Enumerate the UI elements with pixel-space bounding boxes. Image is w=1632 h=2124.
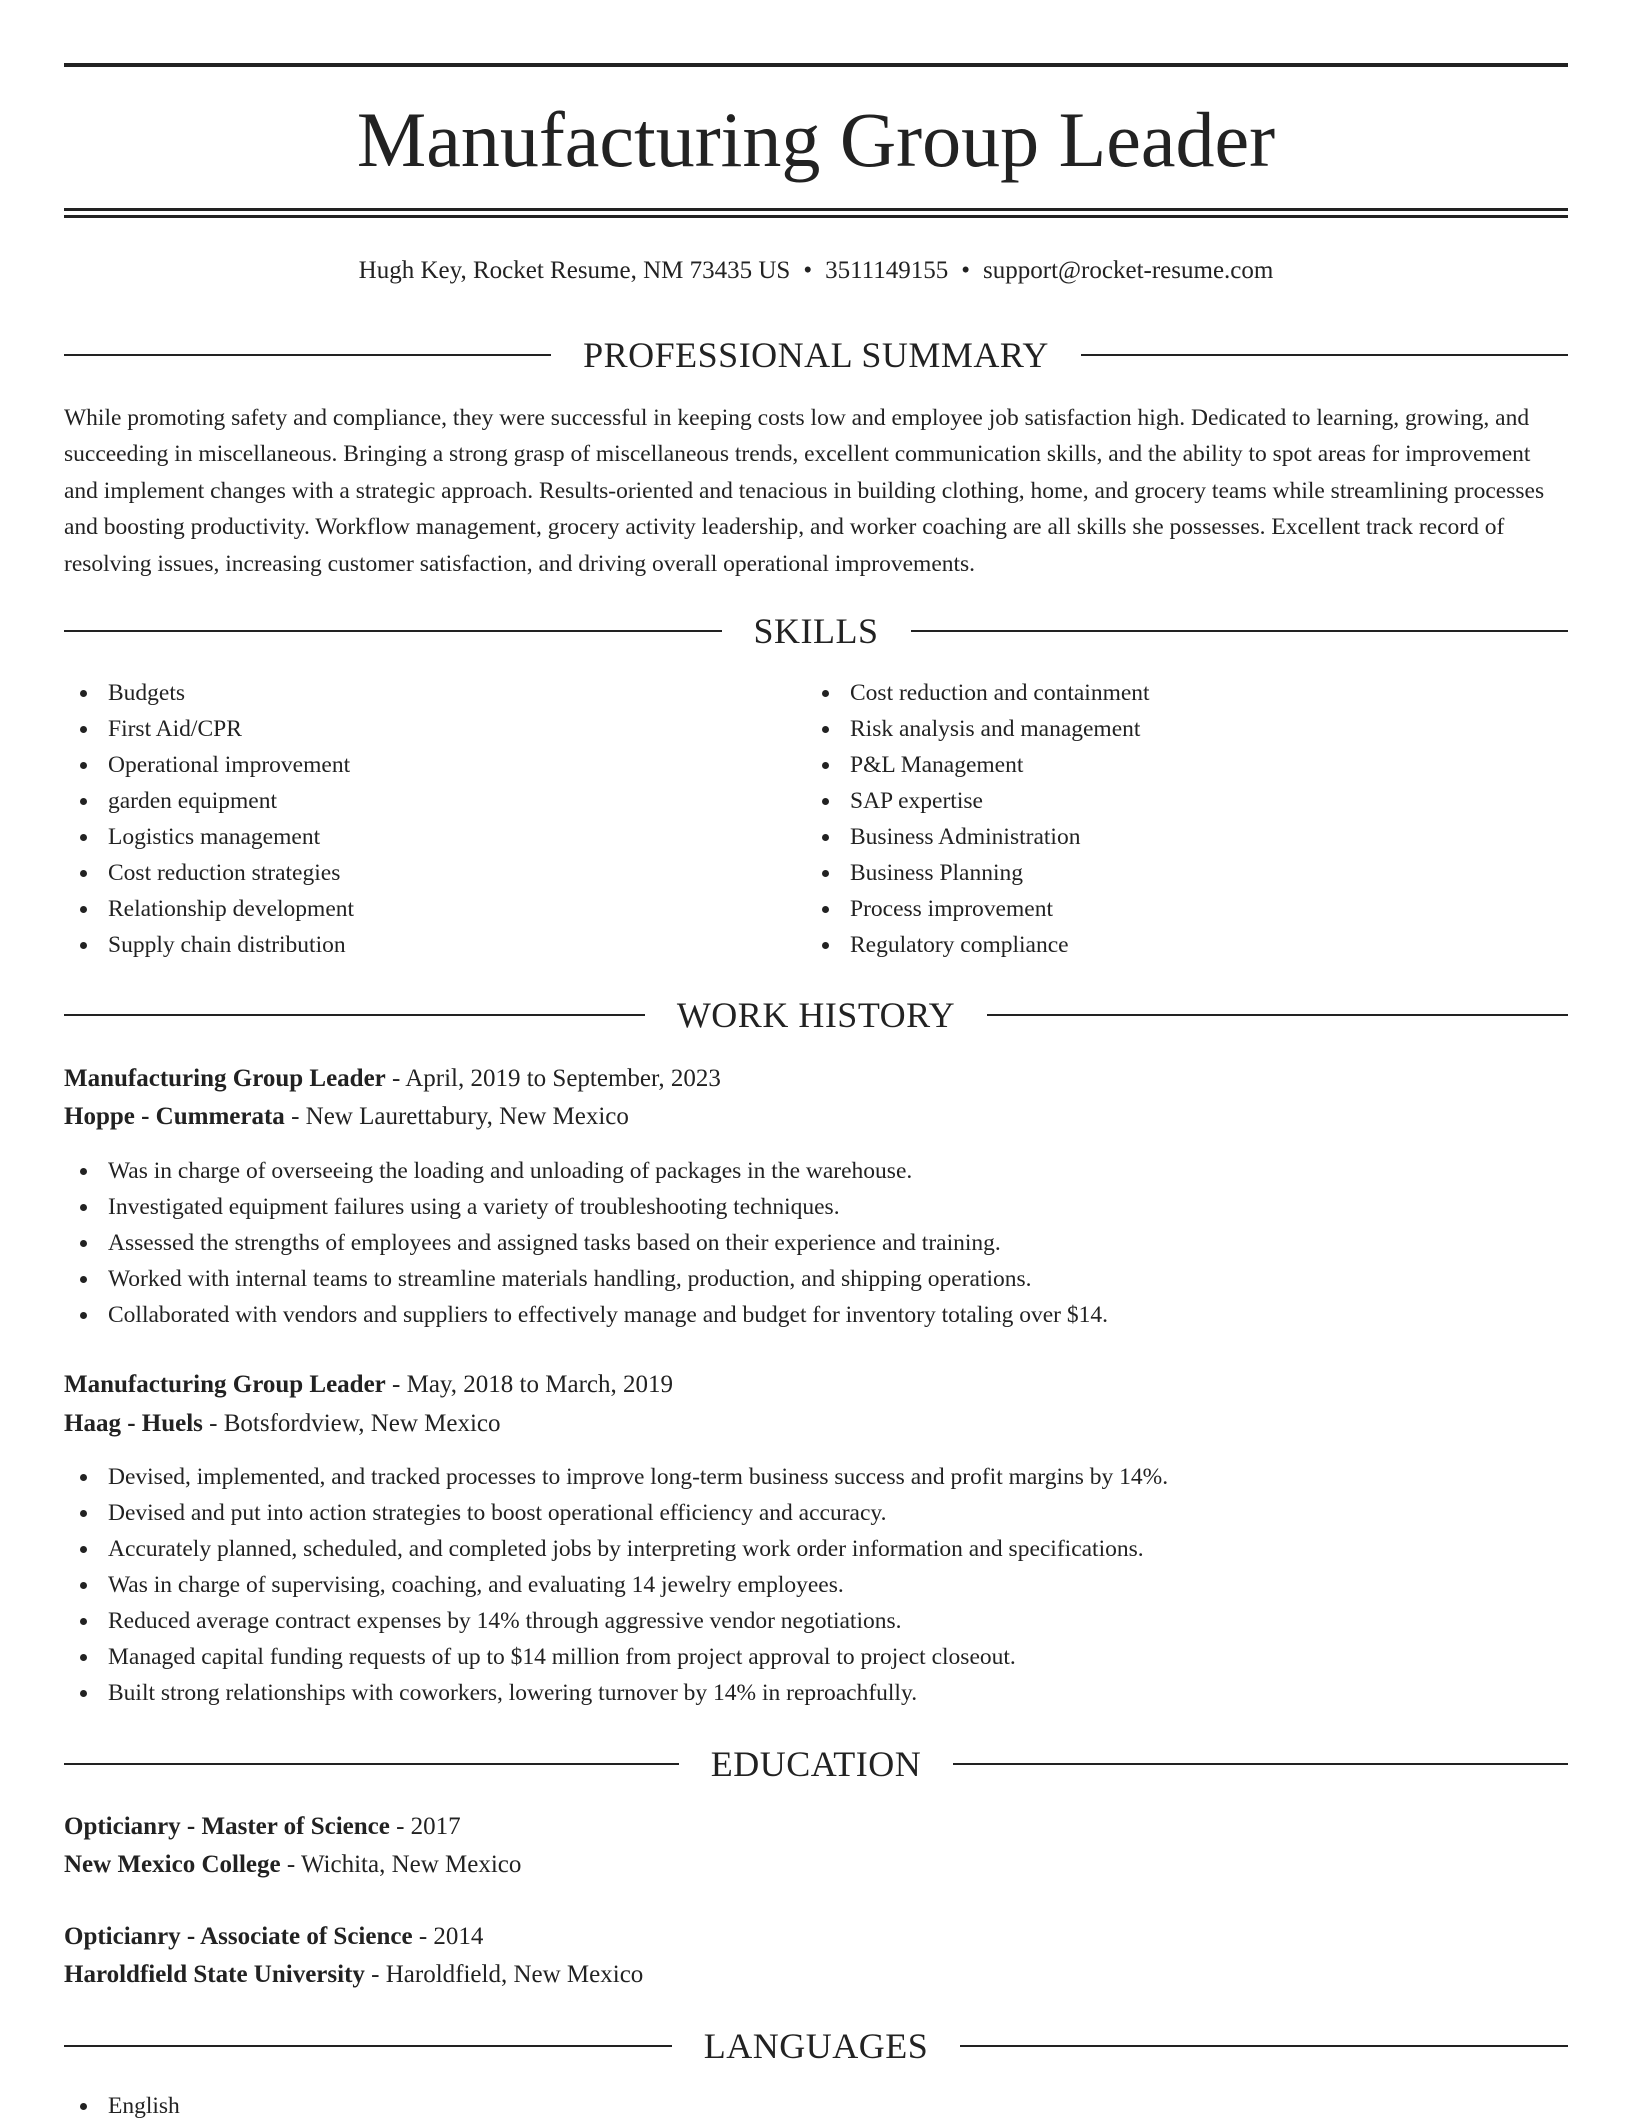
skill-item: Regulatory compliance [806, 927, 1548, 963]
education-location: - Haroldfield, New Mexico [364, 1961, 644, 1988]
education-school: New Mexico College [64, 1851, 281, 1878]
job-location: - New Laurettabury, New Mexico [284, 1103, 629, 1130]
job-title: Manufacturing Group Leader [64, 1371, 386, 1398]
education-degree: Opticianry - Associate of Science [64, 1923, 413, 1950]
skill-item: Budgets [64, 675, 806, 711]
job-bullets [64, 1153, 1568, 1333]
skill-item: Cost reduction and containment [806, 675, 1548, 711]
skill-item: First Aid/CPR [64, 711, 806, 747]
job-company: Haag - Huels [64, 1410, 203, 1437]
job-bullet: Worked with internal teams to streamline materials handling, production, and shipping operations. [64, 1261, 1568, 1297]
heading-rule [64, 2045, 672, 2047]
job-bullet: Devised and put into action strategies to boost operational efficiency and accuracy. [64, 1495, 1568, 1531]
heading-rule [64, 354, 551, 356]
section-heading-skills [64, 611, 1568, 651]
job-dates: - May, 2018 to March, 2019 [385, 1371, 673, 1398]
skill-item: Process improvement [806, 891, 1548, 927]
section-heading-work-history [64, 995, 1568, 1035]
skill-item: Supply chain distribution [64, 927, 806, 963]
skills-list-right [806, 675, 1548, 963]
education-school: Haroldfield State University [64, 1961, 365, 1988]
contact-separator: • [803, 257, 813, 284]
title-double-rule [64, 208, 1568, 218]
heading-rule [911, 630, 1569, 632]
heading-rule [987, 1014, 1568, 1016]
job-bullet: Collaborated with vendors and suppliers to effectively manage and budget for inventory totaling over $14. [64, 1297, 1568, 1333]
contact-separator: • [961, 257, 971, 284]
heading-rule [64, 630, 722, 632]
languages-list [64, 2088, 1568, 2124]
education-school-line [64, 1957, 1568, 1993]
job-bullet: Devised, implemented, and tracked processes to improve long-term business success and profit margins by 14%. [64, 1459, 1568, 1495]
resume-title: Manufacturing Group Leader [356, 96, 1276, 183]
contact-email: support@rocket-resume.com [983, 257, 1274, 284]
contact-phone: 3511149155 [825, 257, 949, 284]
skill-item: Relationship development [64, 891, 806, 927]
job-bullet: Assessed the strengths of employees and assigned tasks based on their experience and training. [64, 1225, 1568, 1261]
education-school-line [64, 1847, 1568, 1883]
education-year: - 2017 [389, 1813, 461, 1840]
top-rule [64, 63, 1568, 67]
education-location: - Wichita, New Mexico [280, 1851, 522, 1878]
job-bullet: Accurately planned, scheduled, and completed jobs by interpreting work order information and specifications. [64, 1531, 1568, 1567]
skill-item: garden equipment [64, 783, 806, 819]
skills-columns [64, 675, 1568, 963]
language-item: English [64, 2088, 1568, 2124]
summary-text: While promoting safety and compliance, they were successful in keeping costs low and employee job satisfaction high. Dedicated to learning, growing, and succeeding in miscellaneous. Bringing a strong grasp of miscellaneous trends, excellent communication skills, and the ability to spot areas for improvement and implement changes with a strategic approach. Results-oriented and tenacious in building clothing, home, and grocery teams while streamlining processes and boosting productivity. Workflow management, grocery activity leadership, and worker coaching are all skills she possesses. Excellent track record of resolving issues, increasing customer satisfaction, and driving overall operational improvements. [64, 405, 1545, 577]
contact-address: Hugh Key, Rocket Resume, NM 73435 US [358, 257, 791, 284]
job-bullet: Was in charge of overseeing the loading and unloading of packages in the warehouse. [64, 1153, 1568, 1189]
section-heading-label: WORK HISTORY [676, 995, 956, 1035]
skill-item: Operational improvement [64, 747, 806, 783]
job-company: Hoppe - Cummerata [64, 1103, 285, 1130]
heading-rule [960, 2045, 1568, 2047]
skill-item: Business Planning [806, 855, 1548, 891]
section-heading-label: LANGUAGES [703, 2026, 929, 2066]
job-bullet: Managed capital funding requests of up to $14 million from project approval to project closeout. [64, 1639, 1568, 1675]
section-heading-education [64, 1744, 1568, 1784]
job-title-line [64, 1367, 1568, 1403]
skill-item: Business Administration [806, 819, 1548, 855]
section-heading-languages [64, 2026, 1568, 2066]
job-company-line [64, 1099, 1568, 1135]
job-title-line [64, 1061, 1568, 1097]
heading-rule [953, 1763, 1568, 1765]
skill-item: Risk analysis and management [806, 711, 1548, 747]
job-bullet: Reduced average contract expenses by 14% through aggressive vendor negotiations. [64, 1603, 1568, 1639]
job-location: - Botsfordview, New Mexico [202, 1410, 501, 1437]
heading-rule [1081, 354, 1568, 356]
heading-rule [64, 1014, 645, 1016]
section-heading-label: PROFESSIONAL SUMMARY [583, 335, 1049, 375]
education-year: - 2014 [412, 1923, 484, 1950]
job-bullet: Built strong relationships with coworkers, lowering turnover by 14% in reproachfully. [64, 1675, 1568, 1711]
job-bullet: Investigated equipment failures using a variety of troubleshooting techniques. [64, 1189, 1568, 1225]
education-degree: Opticianry - Master of Science [64, 1813, 390, 1840]
skill-item: SAP expertise [806, 783, 1548, 819]
section-heading-summary [64, 335, 1568, 375]
section-heading-label: EDUCATION [710, 1744, 922, 1784]
contact-line [64, 256, 1568, 286]
skill-item: Cost reduction strategies [64, 855, 806, 891]
job-bullet: Was in charge of supervising, coaching, and evaluating 14 jewelry employees. [64, 1567, 1568, 1603]
job-dates: - April, 2019 to September, 2023 [385, 1065, 721, 1092]
heading-rule [64, 1763, 679, 1765]
skills-list-left [64, 675, 806, 963]
job-title: Manufacturing Group Leader [64, 1065, 386, 1092]
education-degree-line [64, 1919, 1568, 1955]
section-heading-label: SKILLS [753, 611, 879, 651]
job-company-line [64, 1406, 1568, 1442]
skill-item: Logistics management [64, 819, 806, 855]
education-degree-line [64, 1809, 1568, 1845]
skill-item: P&L Management [806, 747, 1548, 783]
job-bullets [64, 1459, 1568, 1711]
